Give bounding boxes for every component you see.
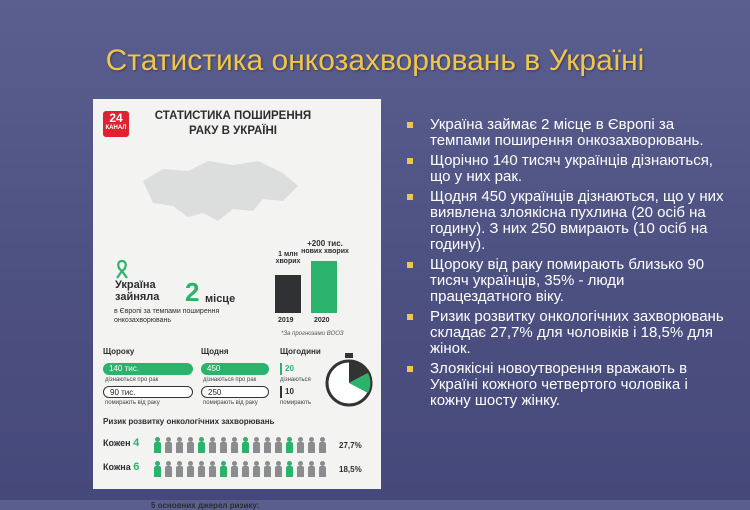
rank-unit: місце: [205, 293, 236, 305]
daily-die-note: помирають від раку: [203, 400, 258, 406]
person-figure-icon: [219, 437, 228, 453]
bullet-text: Україна займає 2 місце в Європі за темпами поширення онкозахворювань.: [430, 116, 704, 149]
ukraine-map-icon: [133, 151, 303, 231]
bar-2020-unit: нових хворих: [301, 248, 349, 255]
rank-note: в Європі за темпами поширення онкозахворювань: [114, 308, 220, 324]
daily-learn-pill: 450: [201, 363, 269, 375]
person-figure-icon: [263, 461, 272, 477]
infographic-title-line2: РАКУ В УКРАЇНІ: [189, 125, 277, 137]
yearly-die-pill: 90 тис.: [103, 386, 193, 398]
logo-caption: КАНАЛ: [105, 125, 127, 131]
bullet-marker-icon: [407, 262, 413, 268]
bullet-marker-icon: [407, 158, 413, 164]
person-figure-icon: [186, 437, 195, 453]
bullet-text: Ризик розвитку онкологічних захворювань складає 27,7% для чоловіків і 18,5% для жінок.: [430, 308, 724, 357]
risk-men-pct: 27,7%: [339, 441, 362, 450]
person-figure-icon: [197, 437, 206, 453]
person-figure-icon: [153, 461, 162, 477]
person-figure-icon: [318, 461, 327, 477]
rank-line1: Україна: [115, 279, 156, 291]
rank-line2: зайняла: [115, 291, 160, 303]
person-figure-icon: [296, 461, 305, 477]
year-2020: 2020: [314, 317, 330, 324]
bar-2020-label: [299, 239, 351, 255]
person-figure-icon: [175, 437, 184, 453]
logo-number: 24: [109, 111, 123, 125]
bullet-marker-icon: [407, 194, 413, 200]
person-figure-icon: [274, 437, 283, 453]
bullet-item: [405, 117, 725, 149]
bullet-item: [405, 309, 725, 357]
risk-title: Ризик розвитку онкологічних захворювань: [103, 417, 275, 426]
hourly-die-note: помирають: [280, 400, 311, 406]
column-yearly: Щороку: [103, 347, 135, 356]
risk-women-word: Кожна: [103, 462, 131, 472]
forecast-note: *За прогнозами ВООЗ: [281, 331, 344, 337]
hourly-learn-note: дізнаються: [280, 377, 311, 383]
year-2019: 2019: [278, 317, 294, 324]
person-figure-icon: [208, 437, 217, 453]
yearly-learn-pill: 140 тис.: [103, 363, 193, 375]
daily-learn-note: дізнаються про рак: [203, 377, 257, 383]
channel-logo: [103, 111, 129, 137]
bullet-marker-icon: [407, 366, 413, 372]
risk-women-label: [103, 461, 139, 473]
awareness-ribbon-icon: [115, 259, 129, 279]
infographic-image: [93, 99, 381, 510]
person-figure-icon: [285, 461, 294, 477]
person-figure-icon: [153, 437, 162, 453]
stopwatch-icon: [323, 351, 375, 409]
men-figures: [153, 437, 333, 453]
bar-2020-value: +200 тис.: [307, 239, 343, 248]
person-figure-icon: [263, 437, 272, 453]
person-figure-icon: [252, 461, 261, 477]
women-figures: [153, 461, 333, 477]
person-figure-icon: [186, 461, 195, 477]
person-figure-icon: [274, 461, 283, 477]
rank-number: 2: [185, 277, 200, 307]
column-daily: Щодня: [201, 347, 229, 356]
hourly-learn-value: 20: [280, 363, 306, 375]
bullet-item: [405, 189, 725, 253]
person-figure-icon: [164, 461, 173, 477]
hourly-die-value: 10: [280, 386, 306, 398]
bullet-text: Щодня 450 українців дізнаються, що у них виявлена злоякісна пухлина (20 осіб на годину). З них 250 вмирають (10 осіб на годину).: [430, 188, 724, 253]
column-hourly: Щогодини: [280, 347, 321, 356]
sources-title: 5 основних джерел ризику:: [151, 501, 260, 510]
bar-2019: [275, 275, 301, 313]
bullet-text: Щороку від раку помирають близько 90 тисяч українців, 35% - люди працездатного віку.: [430, 256, 705, 305]
person-figure-icon: [318, 437, 327, 453]
risk-men-label: [103, 437, 139, 449]
bar-2019-unit: хворих: [275, 258, 301, 265]
bullet-marker-icon: [407, 314, 413, 320]
risk-men-word: Кожен: [103, 438, 131, 448]
bullet-item: [405, 153, 725, 185]
rank-block: [115, 277, 265, 307]
person-figure-icon: [307, 437, 316, 453]
person-figure-icon: [197, 461, 206, 477]
bullet-text: Щорічно 140 тисяч українців дізнаються, що у них рак.: [430, 152, 713, 185]
daily-die-pill: 250: [201, 386, 269, 398]
person-figure-icon: [164, 437, 173, 453]
infographic-title-line1: СТАТИСТИКА ПОШИРЕННЯ: [154, 110, 312, 122]
risk-men-number: 4: [133, 437, 140, 449]
person-figure-icon: [307, 461, 316, 477]
bar-2020: [311, 261, 337, 313]
person-figure-icon: [241, 437, 250, 453]
person-figure-icon: [252, 437, 261, 453]
slide-title: Статистика онкозахворювань в Україні: [105, 44, 645, 77]
bullet-text: Злоякісні новоутворення вражають в Україні кожного четвертого чоловіка і кожну шосту жінку.: [430, 360, 688, 409]
person-figure-icon: [219, 461, 228, 477]
person-figure-icon: [241, 461, 250, 477]
person-figure-icon: [296, 437, 305, 453]
bullet-marker-icon: [407, 122, 413, 128]
person-figure-icon: [230, 437, 239, 453]
risk-women-pct: 18,5%: [339, 465, 362, 474]
yearly-die-note: помирають від раку: [105, 400, 160, 406]
person-figure-icon: [175, 461, 184, 477]
bullet-list: [405, 117, 725, 413]
yearly-learn-note: дізнаються про рак: [105, 377, 159, 383]
bullet-item: [405, 257, 725, 305]
risk-women-number: 6: [133, 461, 140, 473]
person-figure-icon: [230, 461, 239, 477]
bullet-item: [405, 361, 725, 409]
person-figure-icon: [285, 437, 294, 453]
bar-2019-value: 1 млн: [278, 251, 298, 258]
infographic-title: [138, 109, 328, 139]
person-figure-icon: [208, 461, 217, 477]
